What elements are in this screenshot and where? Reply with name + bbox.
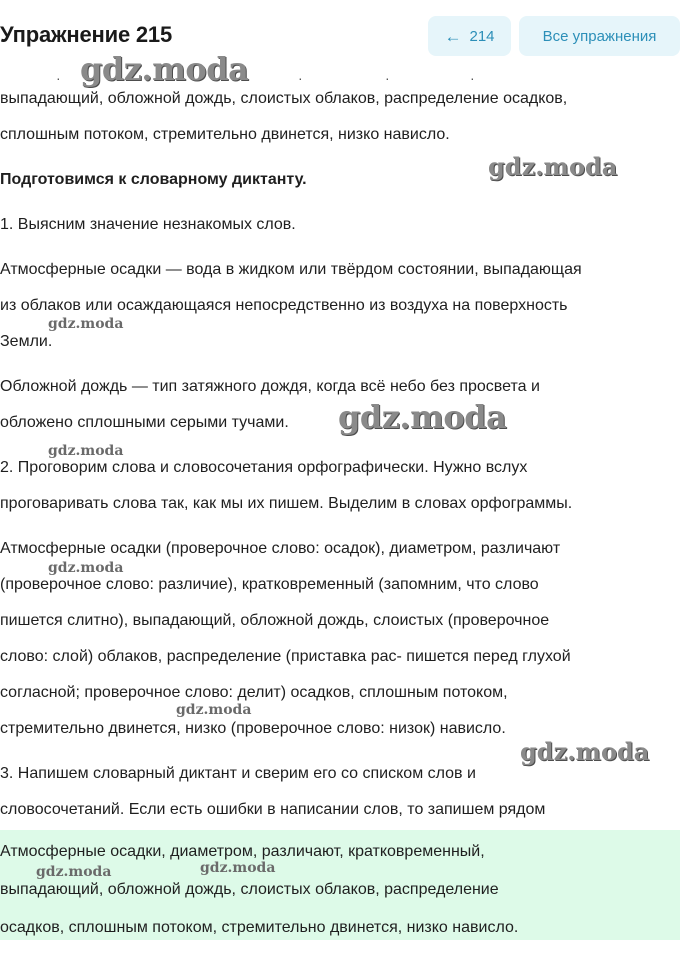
definition-line: Обложной дождь — тип затяжного дождя, когда всё небо без просвета и: [0, 378, 540, 395]
step-1: 1. Выясним значение незнакомых слов.: [0, 216, 296, 233]
orthogram-line: согласной; проверочное слово: делит) осадков, сплошным потоком,: [0, 684, 508, 701]
orthogram-line: Атмосферные осадки (проверочное слово: осадок), диаметром, различают: [0, 540, 561, 557]
arrow-left-icon: ←: [444, 26, 462, 46]
orthogram-line: стремительно двинется, низко (проверочное слово: низок) нависло.: [0, 720, 506, 737]
page-title: Упражнение 215: [0, 22, 172, 47]
step-3: 3. Напишем словарный диктант и сверим его со списком слов и: [0, 765, 476, 782]
answer-line: Атмосферные осадки, диаметром, различают, кратковременный,: [0, 843, 485, 860]
watermark: gdz.moda: [48, 316, 124, 332]
watermark: gdz.moda: [176, 702, 252, 718]
orthogram-line: слово: слой) облаков, распределение (приставка рас- пишется перед глухой: [0, 648, 571, 665]
prev-exercise-label: 214: [469, 27, 495, 45]
text-line: выпадающий, обложной дождь, слоистых облаков, распределение осадков,: [0, 90, 568, 107]
step-2: проговаривать слова так, как мы их пишем. Выделим в словах орфограммы.: [0, 495, 573, 512]
answer-line: осадков, сплошным потоком, стремительно двинется, низко нависло.: [0, 919, 519, 936]
definition-line: обложено сплошными серыми тучами.: [0, 414, 289, 431]
definition-line: Атмосферные осадки — вода в жидком или твёрдом состоянии, выпадающая: [0, 261, 582, 278]
decor-dot: ·: [470, 70, 475, 86]
decor-dot: ·: [298, 70, 303, 86]
watermark: gdz.moda: [80, 50, 249, 88]
section-heading: Подготовимся к словарному диктанту.: [0, 171, 307, 188]
definition-line: из облаков или осаждающаяся непосредственно из воздуха на поверхность: [0, 297, 568, 314]
step-3: словосочетаний. Если есть ошибки в написании слов, то запишем рядом: [0, 801, 546, 818]
step-2: 2. Проговорим слова и словосочетания орфографически. Нужно вслух: [0, 459, 528, 476]
prev-exercise-button[interactable]: [428, 16, 511, 56]
watermark: gdz.moda: [200, 860, 276, 876]
all-exercises-button[interactable]: Все упражнения: [519, 16, 680, 56]
watermark: gdz.moda: [488, 152, 618, 181]
watermark: gdz.moda: [48, 443, 124, 459]
watermark: gdz.moda: [338, 398, 507, 436]
answer-line: выпадающий, обложной дождь, слоистых облаков, распределение: [0, 881, 499, 898]
orthogram-line: (проверочное слово: различие), кратковременный (запомним, что слово: [0, 576, 539, 593]
definition-line: Земли.: [0, 333, 53, 350]
decor-dot: ·: [56, 70, 61, 86]
watermark: gdz.moda: [520, 737, 650, 766]
orthogram-line: пишется слитно), выпадающий, обложной дождь, слоистых (проверочное: [0, 612, 550, 629]
decor-dot: ·: [385, 70, 390, 86]
watermark: gdz.moda: [48, 560, 124, 576]
header: [0, 16, 680, 56]
text-line: сплошным потоком, стремительно двинется, низко нависло.: [0, 126, 450, 143]
watermark: gdz.moda: [36, 864, 112, 880]
